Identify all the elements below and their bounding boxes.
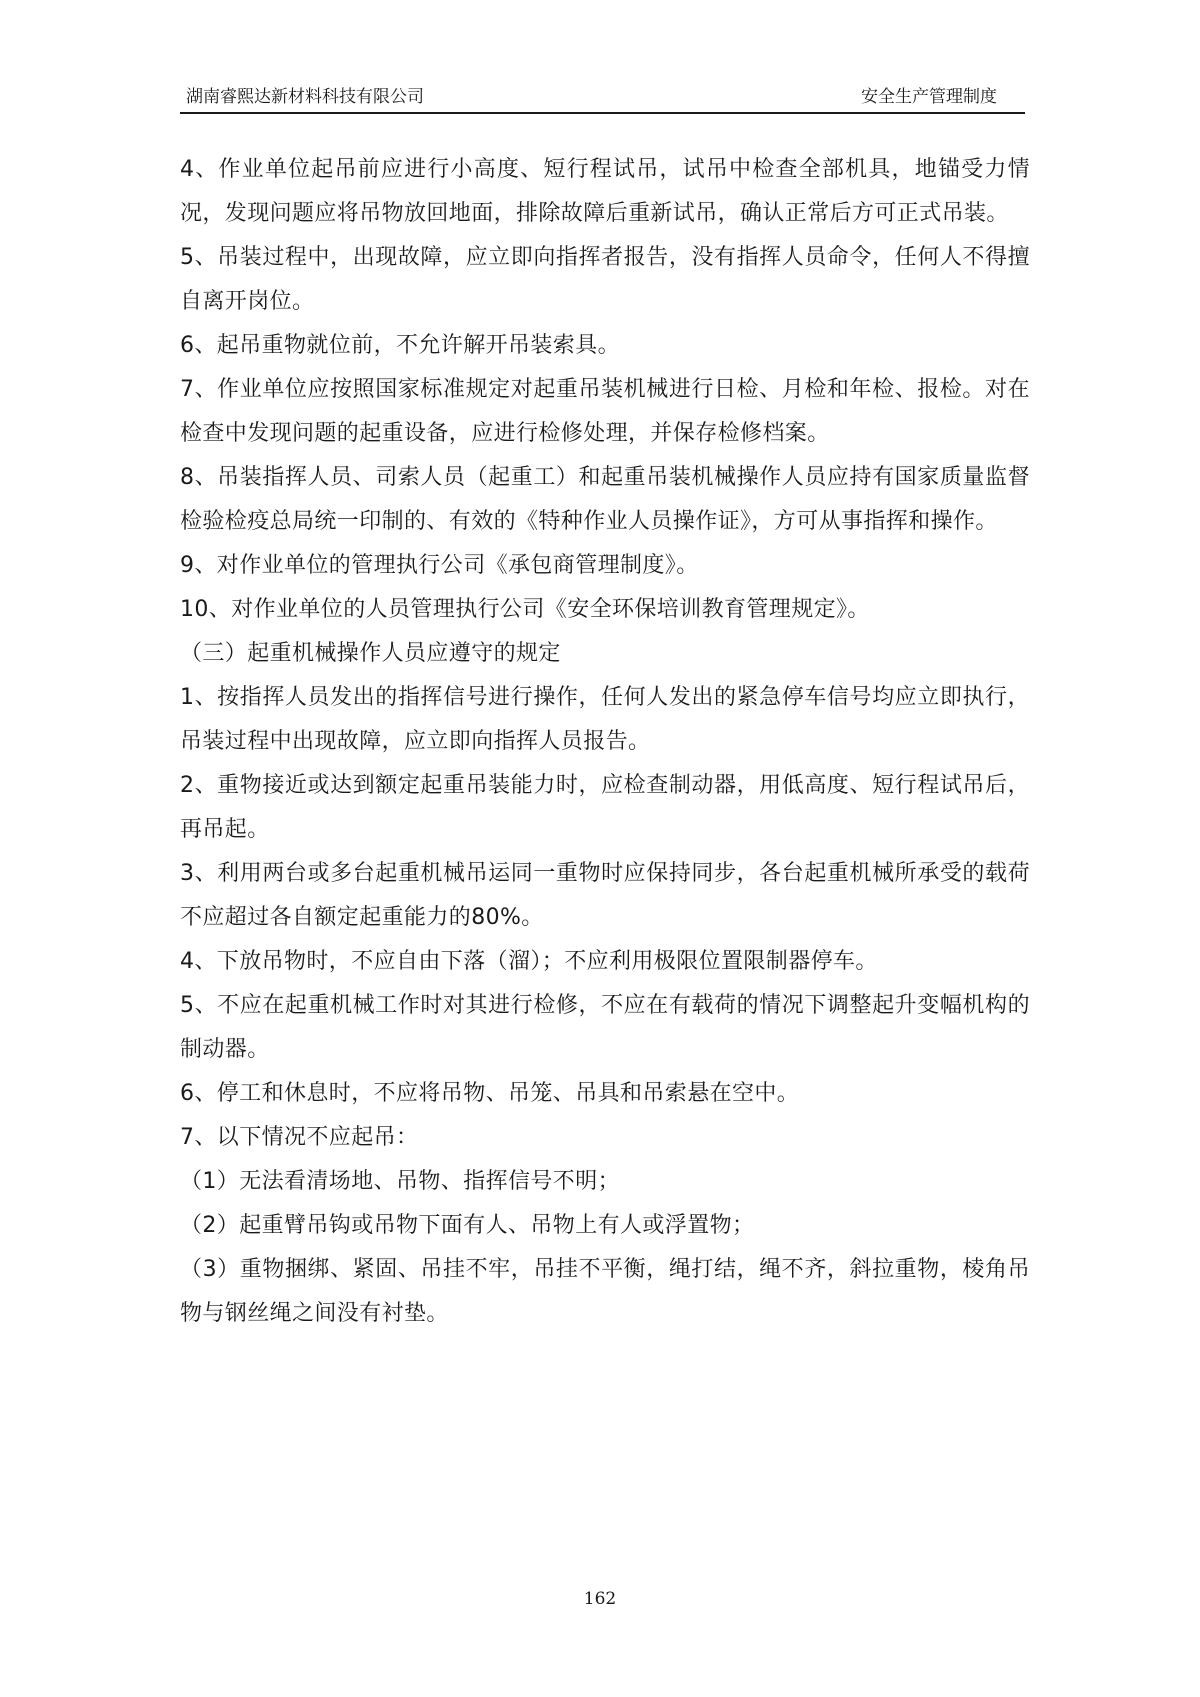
paragraph-multi-crane: 3、利用两台或多台起重机械吊运同一重物时应保持同步，各台起重机械所承受的载荷不应超过各自额定起重能力的80%。 [180,861,1030,930]
paragraph-rigging-release: 6、起吊重物就位前，不允许解开吊装索具。 [180,333,620,358]
page-number: 162 [583,1589,617,1609]
paragraph-contractor-management: 9、对作业单位的管理执行公司《承包商管理制度》。 [180,553,699,578]
paragraph-inspection: 7、作业单位应按照国家标准规定对起重吊装机械进行日检、月检和年检、报检。对在检查中发现问题的起重设备，应进行检修处理，并保存检修档案。 [180,377,1030,446]
paragraph-signal-operation: 1、按指挥人员发出的指挥信号进行操作，任何人发出的紧急停车信号均应立即执行，吊装过程中出现故障，应立即向指挥人员报告。 [180,685,1030,754]
paragraph-rated-capacity: 2、重物接近或达到额定起重吊装能力时，应检查制动器，用低高度、短行程试吊后，再吊起。 [180,773,1030,842]
paragraph-maintenance: 5、不应在起重机械工作时对其进行检修，不应在有载荷的情况下调整起升变幅机构的制动器。 [180,993,1030,1062]
paragraph-rest-suspension: 6、停工和休息时，不应将吊物、吊笼、吊具和吊索悬在空中。 [180,1081,800,1106]
page-header [180,84,1025,110]
document-body [180,148,1030,1336]
paragraph-fault-report: 5、吊装过程中，出现故障，应立即向指挥者报告，没有指挥人员命令，任何人不得擅自离开岗位。 [180,245,1030,314]
paragraph-personnel-management: 10、对作业单位的人员管理执行公司《安全环保培训教育管理规定》。 [180,597,870,622]
list-item-people-below: （2）起重臂吊钩或吊物下面有人、吊物上有人或浮置物； [180,1213,755,1238]
section-heading-operator-rules: （三）起重机械操作人员应遵守的规定 [180,641,561,666]
list-item-rigging-security: （3）重物捆绑、紧固、吊挂不牢，吊挂不平衡，绳打结，绳不齐，斜拉重物，棱角吊物与钢丝绳之间没有衬垫。 [180,1257,1030,1326]
header-divider [180,112,1025,114]
list-item-visibility: （1）无法看清场地、吊物、指挥信号不明； [180,1169,620,1194]
paragraph-certification: 8、吊装指挥人员、司索人员（起重工）和起重吊装机械操作人员应持有国家质量监督检验检疫总局统一印制的、有效的《特种作业人员操作证》，方可从事指挥和操作。 [180,465,1030,534]
paragraph-lifting-trial: 4、作业单位起吊前应进行小高度、短行程试吊，试吊中检查全部机具，地锚受力情况，发现问题应将吊物放回地面，排除故障后重新试吊，确认正常后方可正式吊装。 [180,157,1030,226]
paragraph-lowering: 4、下放吊物时，不应自由下落（溜）；不应利用极限位置限制器停车。 [180,949,878,974]
header-document-title: 安全生产管理制度 [861,87,997,107]
header-company-name: 湖南睿熙达新材料科技有限公司 [186,87,424,107]
paragraph-no-lift-conditions: 7、以下情况不应起吊： [180,1125,419,1150]
